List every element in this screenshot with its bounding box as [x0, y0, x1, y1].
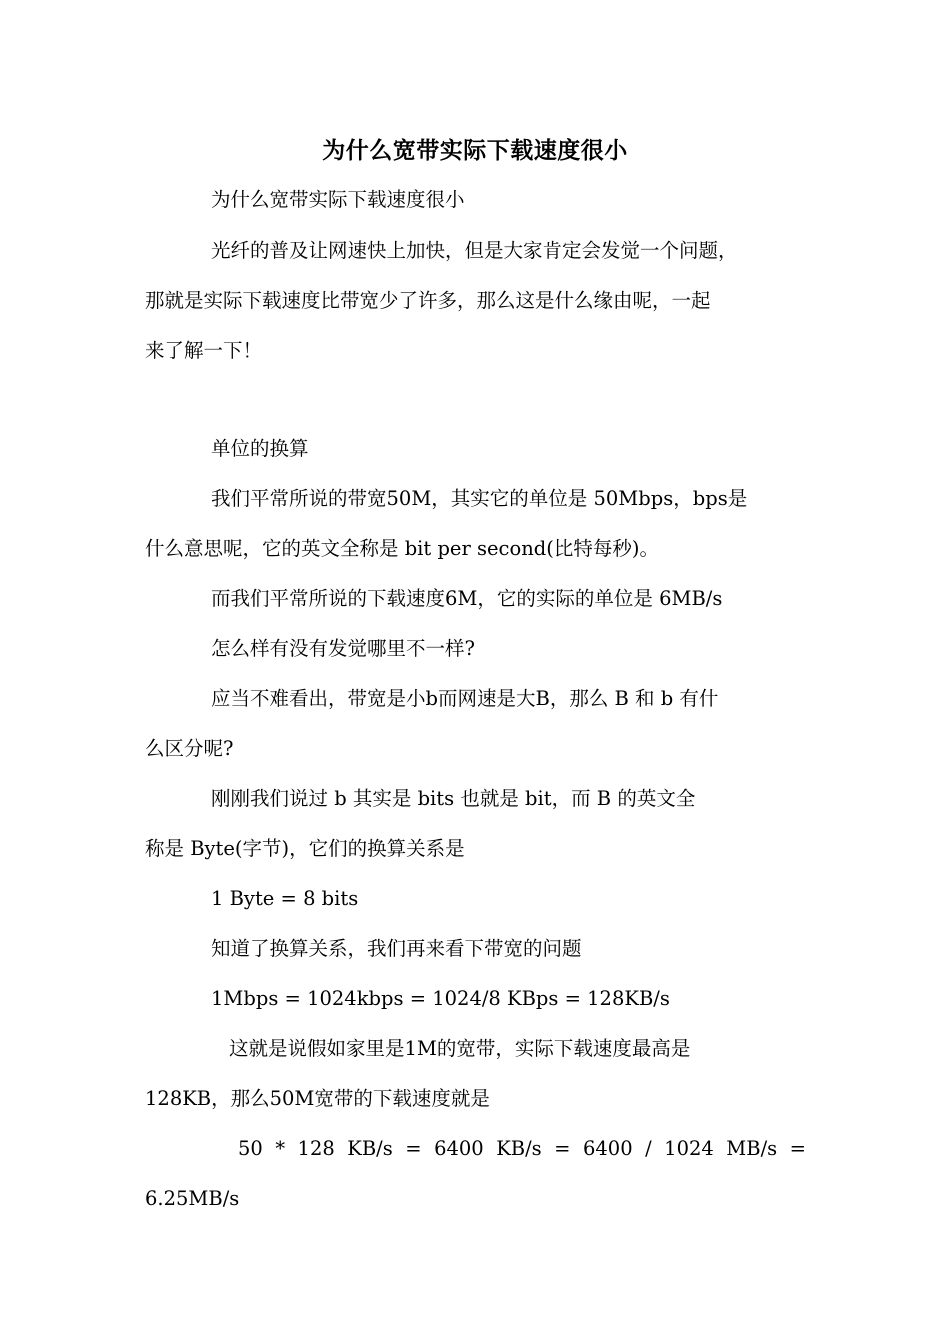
document-title: 为什么宽带实际下载速度很小 — [322, 137, 628, 164]
formula-line: 1 Byte = 8 bits — [211, 887, 359, 910]
paragraph-line: 应当不难看出，带宽是小b而网速是大B，那么 B 和 b 有什 — [211, 687, 719, 710]
paragraph-line: 知道了换算关系，我们再来看下带宽的问题 — [211, 937, 582, 960]
paragraph-line: 128KB，那么50M宽带的下载速度就是 — [145, 1087, 490, 1110]
section-heading: 单位的换算 — [211, 437, 309, 460]
formula-line — [238, 1134, 806, 1164]
formula-token: = — [554, 1137, 571, 1160]
paragraph-line: 光纤的普及让网速快上加快，但是大家肯定会发觉一个问题， — [211, 239, 738, 262]
formula-token: = — [405, 1137, 422, 1160]
paragraph-line: 那就是实际下载速度比带宽少了许多，那么这是什么缘由呢，一起 — [145, 289, 711, 312]
paragraph-line: 这就是说假如家里是1M的宽带，实际下载速度最高是 — [229, 1037, 691, 1060]
paragraph-line: 我们平常所说的带宽50M，其实它的单位是 50Mbps，bps是 — [211, 487, 748, 510]
formula-token: 6400 — [582, 1137, 633, 1160]
formula-line: 1Mbps = 1024kbps = 1024/8 KBps = 128KB/s — [211, 987, 670, 1010]
formula-token: = — [789, 1137, 806, 1160]
formula-token: KB/s — [347, 1137, 393, 1160]
paragraph-line: 称是 Byte(字节)，它们的换算关系是 — [145, 837, 465, 860]
paragraph-line: 么区分呢? — [145, 737, 234, 760]
formula-token: 128 — [297, 1137, 335, 1160]
formula-token: / — [645, 1137, 652, 1160]
formula-token: 1024 — [664, 1137, 714, 1160]
formula-line: 6.25MB/s — [145, 1187, 240, 1210]
paragraph-line: 怎么样有没有发觉哪里不一样? — [211, 637, 475, 660]
paragraph-line: 来了解一下！ — [145, 339, 263, 362]
paragraph-line: 刚刚我们说过 b 其实是 bits 也就是 bit，而 B 的英文全 — [211, 787, 696, 810]
formula-token: 6400 — [434, 1137, 484, 1160]
formula-token: * — [275, 1137, 286, 1160]
paragraph-line: 而我们平常所说的下载速度6M，它的实际的单位是 6MB/s — [211, 587, 723, 610]
formula-token: 50 — [238, 1137, 263, 1160]
formula-token: KB/s — [496, 1137, 542, 1160]
formula-token: MB/s — [726, 1137, 778, 1160]
subtitle-line: 为什么宽带实际下载速度很小 — [211, 188, 465, 211]
paragraph-line: 什么意思呢，它的英文全称是 bit per second(比特每秒)。 — [145, 537, 659, 560]
